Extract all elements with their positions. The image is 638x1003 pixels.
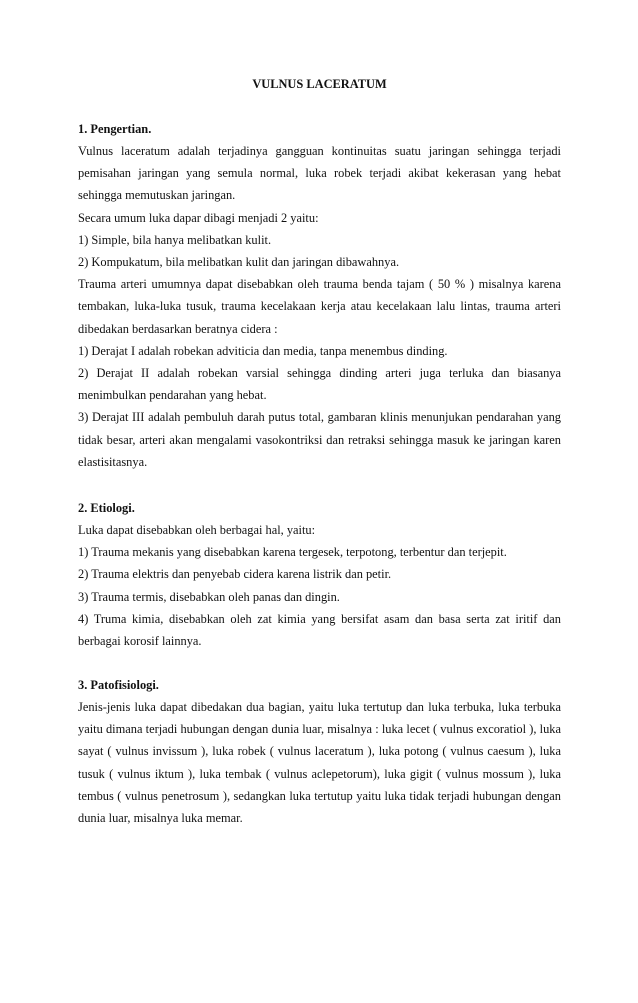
list-item: 1) Simple, bila hanya melibatkan kulit. (78, 232, 272, 247)
types-intro: Secara umum luka dapar dibagi menjadi 2 yaitu: (78, 210, 319, 225)
definition-paragraph: Vulnus laceratum adalah terjadinya gangguan kontinuitas suatu jaringan sehingga terjadi pemisahan jaringan yang semula normal, luka robek terjadi akibat kekerasan yang hebat sehingga memutuskan jaringan. (78, 144, 561, 203)
list-item: 1) Trauma mekanis yang disebabkan karena tergesek, terpotong, terbentur dan terjepit. (78, 545, 507, 560)
section-etiologi (78, 497, 561, 652)
list-item: 3) Trauma termis, disebabkan oleh panas dan dingin. (78, 589, 340, 604)
patofisiologi-paragraph: Jenis-jenis luka dapat dibedakan dua bagian, yaitu luka tertutup dan luka terbuka, luka terbuka yaitu dimana terjadi hubungan dengan dunia luar, misalnya : luka lecet ( vulnus excoratiol ), luka sayat ( vulnus invissum ), luka robek ( vulnus laceratum ), luka potong ( vulnus caesum ), luka tusuk ( vulnus iktum ), luka tembak ( vulnus aclepetorum), luka gigit ( vulnus mossum ), luka tembus ( vulnus penetrosum ), sedangkan luka tertutup yaitu luka tidak terjadi hubungan dengan dunia luar, misalnya luka memar. (78, 700, 561, 826)
list-item: 4) Truma kimia, disebabkan oleh zat kimia yang bersifat asam dan basa serta zat iritif dan berbagai korosif lainnya. (78, 611, 561, 649)
trauma-paragraph: Trauma arteri umumnya dapat disebabkan oleh trauma benda tajam ( 50 % ) misalnya karena tembakan, luka-luka tusuk, trauma kecelakaan kerja atau kecelakaan lalu lintas, trauma arteri dibedakan berdasarkan beratnya cidera : (78, 277, 561, 336)
list-item: 2) Trauma elektris dan penyebab cidera karena listrik dan petir. (78, 567, 392, 582)
list-item: 2) Derajat II adalah robekan varsial sehingga dinding arteri juga terluka dan biasanya menimbulkan pendarahan yang hebat. (78, 366, 561, 403)
section-patofisiologi (78, 674, 561, 829)
list-item: 1) Derajat I adalah robekan adviticia dan media, tanpa menembus dinding. (78, 343, 448, 358)
section-heading: 2. Etiologi. (78, 501, 135, 515)
list-item: 2) Kompukatum, bila melibatkan kulit dan jaringan dibawahnya. (78, 255, 400, 270)
etiologi-intro: Luka dapat disebabkan oleh berbagai hal, yaitu: (78, 523, 316, 537)
section-heading: 1. Pengertian. (78, 122, 152, 136)
list-item: 3) Derajat III adalah pembuluh darah putus total, gambaran klinis menunjukan pendarahan yang tidak besar, arteri akan mengalami vasokontriksi dan retraksi sehingga masuk ke jaringan karen elastisitasnya. (78, 410, 561, 469)
section-heading: 3. Patofisiologi. (78, 678, 159, 692)
document-title: VULNUS LACERATUM (252, 77, 387, 91)
section-pengertian (78, 118, 561, 473)
